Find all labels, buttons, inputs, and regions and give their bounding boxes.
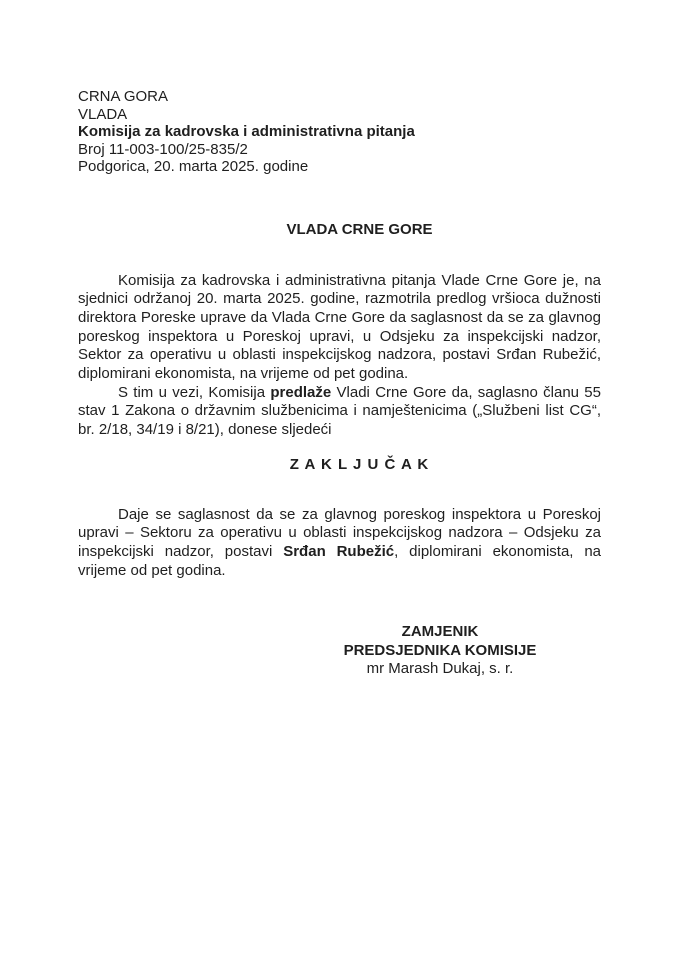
document-body bbox=[78, 272, 601, 440]
signature-role-line1: ZAMJENIK bbox=[401, 623, 479, 641]
signature-role-line2: PREDSJEDNIKA KOMISIJE bbox=[343, 641, 537, 659]
paragraph-intro: Komisija za kadrovska i administrativna pitanja Vlade Crne Gore je, na sjednici održanoj 20. marta 2025. godine, razmotrila predlog vršioca dužnosti direktora Poreske uprave da Vlada Crne Gore da saglasnost da se za glavnog poreskog inspektora u Poreskoj upravi, u Odsjeku za inspekcijski nadzor, Sektor za operativu u oblasti inspekcijskog nadzora, postavi Srđan Rubežić, diplomirani ekonomista, na vrijeme od pet godina. bbox=[78, 271, 601, 383]
paragraph-proposal-text-start: S tim u vezi, Komisija bbox=[118, 383, 271, 401]
conclusion-heading: Z A K L J U Č A K bbox=[289, 455, 430, 473]
signature-block bbox=[340, 623, 540, 679]
paragraph-conclusion-name: Srđan Rubežić bbox=[283, 542, 395, 560]
paragraph-proposal-bold-word: predlaže bbox=[270, 383, 332, 401]
signature-signer-name: mr Marash Dukaj, s. r. bbox=[366, 660, 514, 678]
paragraph-conclusion-text-end: , diplomirani ekonomista, na vrijeme od pet godina. bbox=[78, 542, 602, 579]
letterhead bbox=[78, 88, 601, 176]
letterhead-commission: Komisija za kadrovska i administrativna pitanja bbox=[78, 123, 415, 140]
letterhead-country: CRNA GORA bbox=[78, 88, 169, 105]
letterhead-institution: VLADA bbox=[78, 105, 128, 123]
letterhead-reference-number: Broj 11-003-100/25-835/2 bbox=[78, 140, 248, 158]
paragraph-proposal bbox=[78, 384, 601, 440]
paragraph-conclusion-text-start: Daje se saglasnost da se za glavnog poreskog inspektora u Poreskoj upravi – Sektoru za operativu u oblasti inspekcijskog nadzora – Odsjeku za inspekcijski nadzor, postavi bbox=[78, 505, 601, 560]
letterhead-place-date: Podgorica, 20. marta 2025. godine bbox=[78, 158, 309, 175]
paragraph-conclusion bbox=[78, 506, 601, 581]
paragraph-proposal-text-end: Vladi Crne Gore da, saglasno članu 55 stav 1 Zakona o državnim službenicima i namještenicima („Službeni list CG“, br. 2/18, 34/19 i 8/21), donese sljedeći bbox=[78, 383, 601, 439]
addressee-title: VLADA CRNE GORE bbox=[286, 220, 433, 238]
